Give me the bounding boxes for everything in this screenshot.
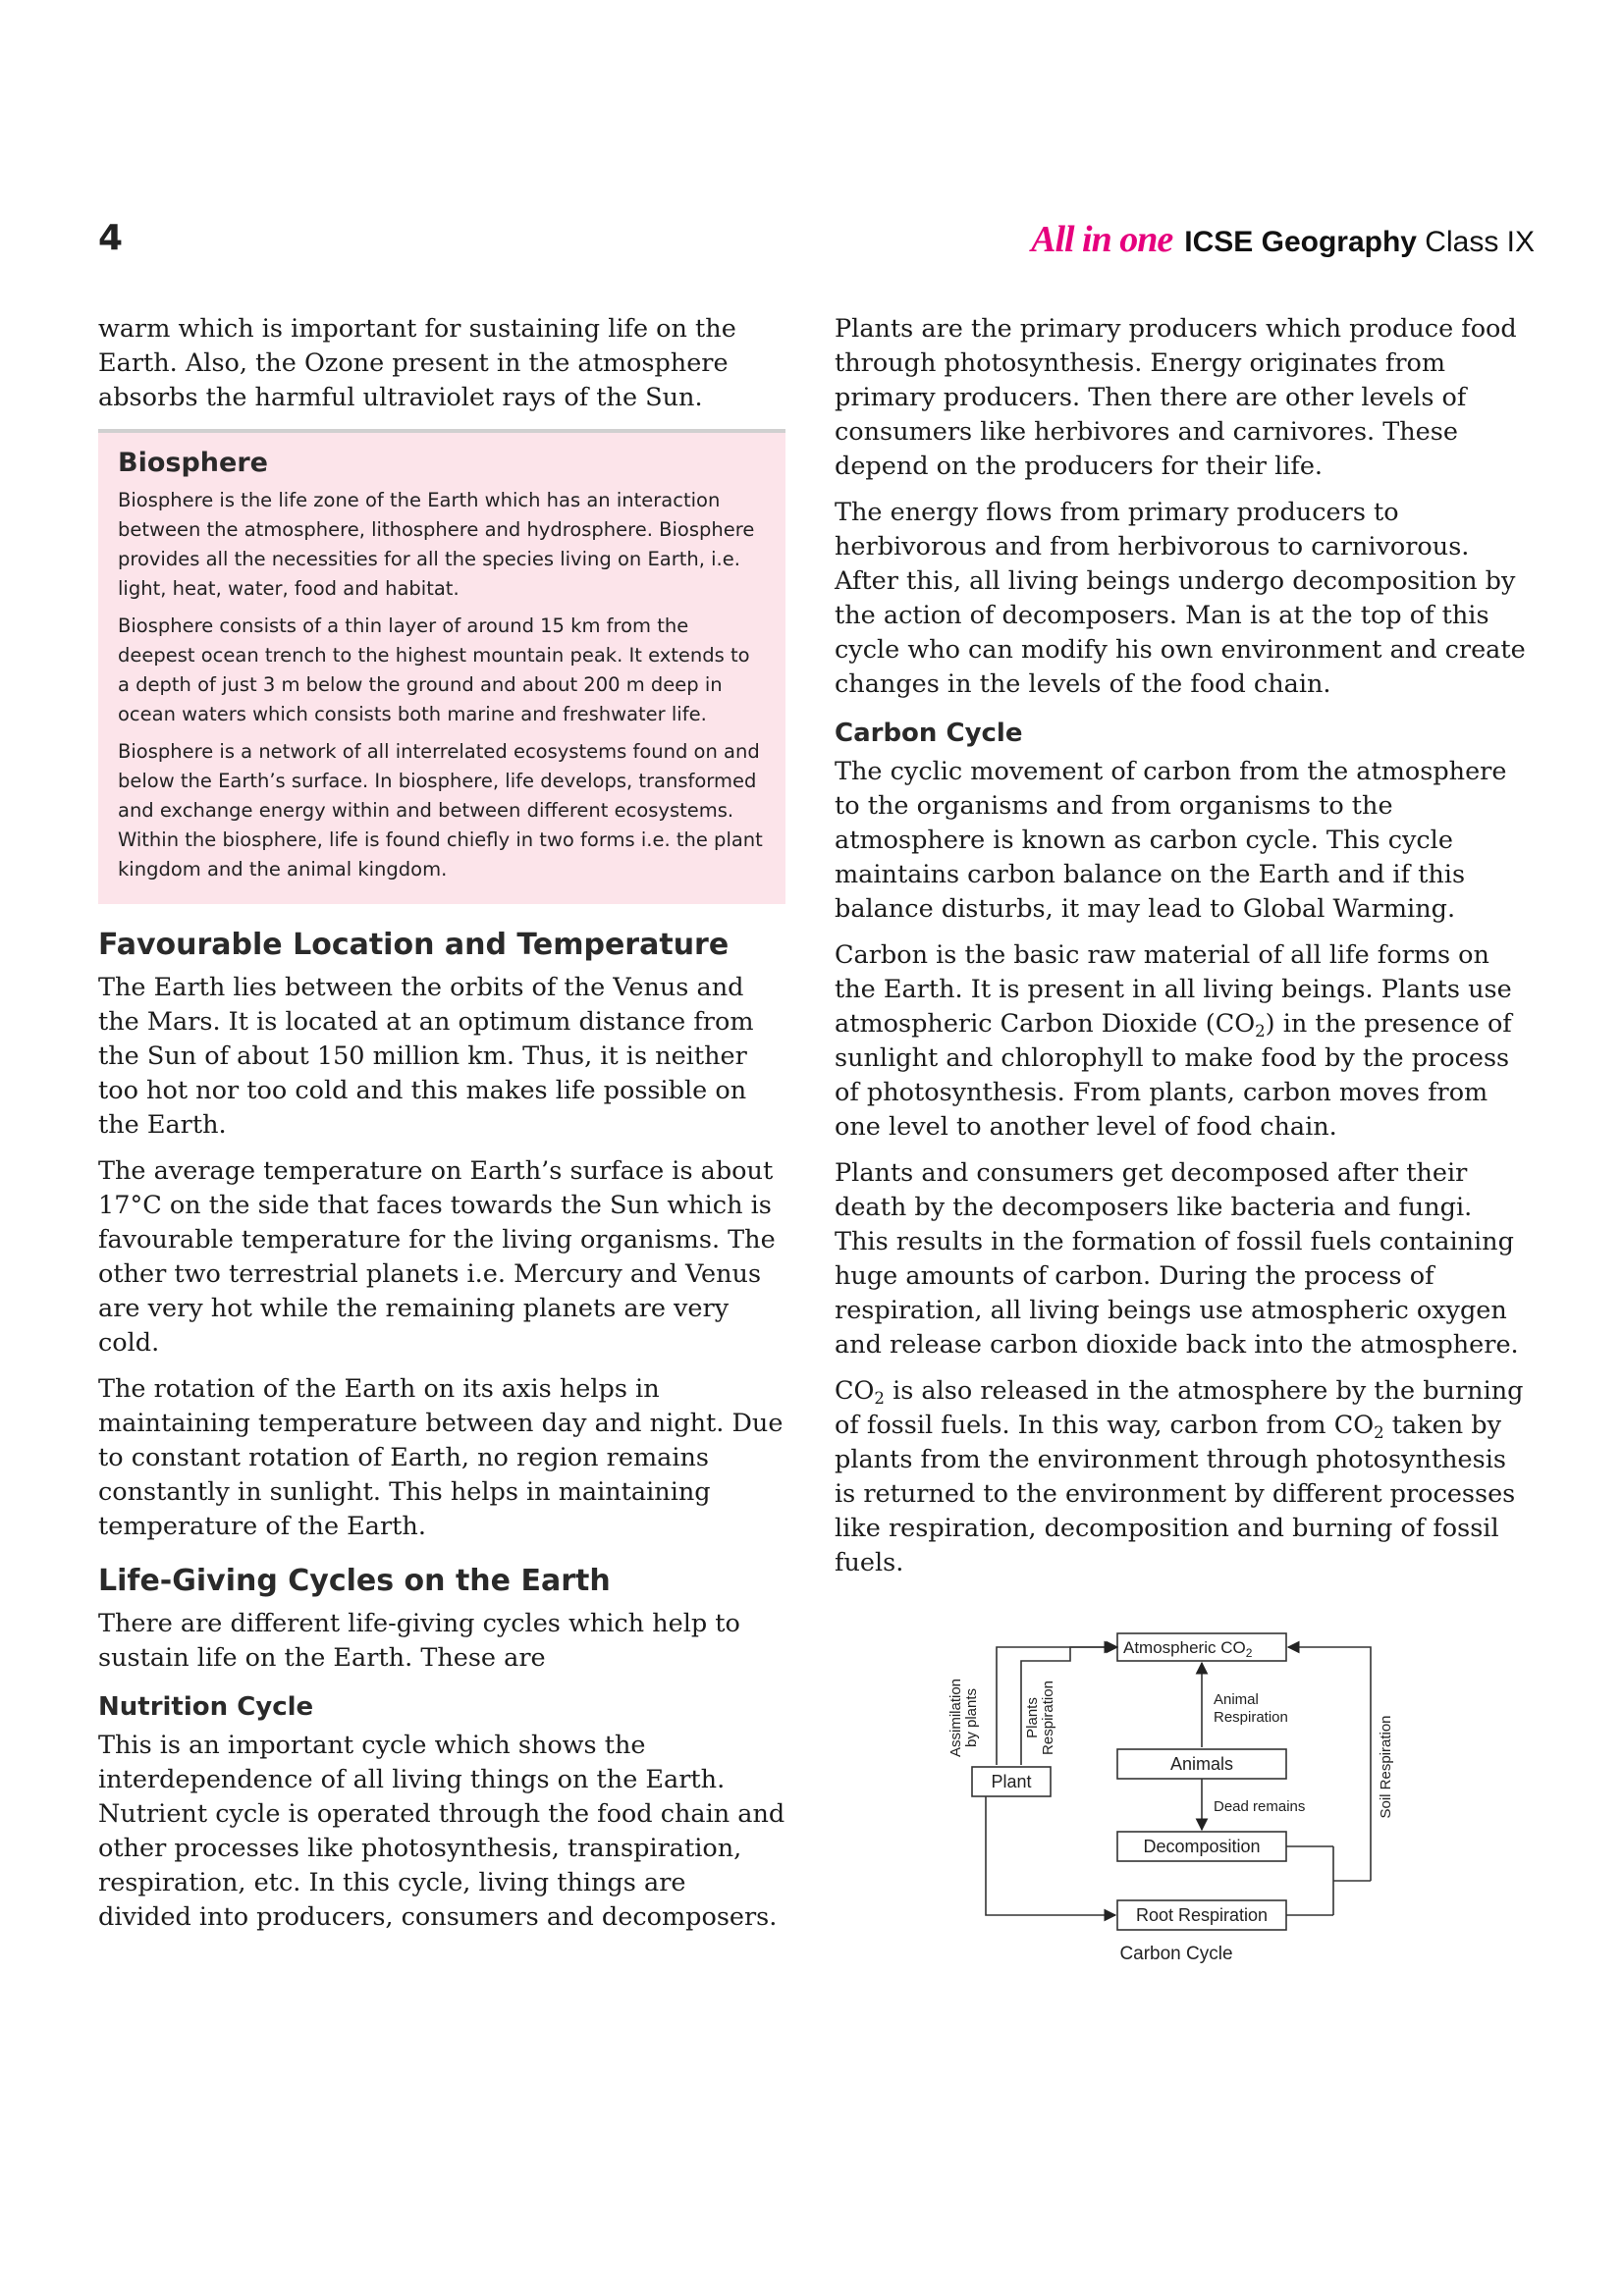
carbon-paragraph-4: $CO_2$ is also released in the atmosphere by the burning of fossil fuels. In this way, carbon from $CO_2$ taken by plants from the environment through photosynthesis is returned to the environment by different processes like respiration, decomposition and burning of fossil fuels.: [835, 1376, 1524, 1577]
root-respiration-label: Root Respiration: [1135, 1905, 1269, 1925]
plants-respiration-label-2: Respiration: [1040, 1681, 1056, 1755]
assimilation-arrow: [997, 1647, 1117, 1765]
brand-logo: All in one: [1031, 219, 1173, 260]
plant-root-arrow: [986, 1796, 1115, 1915]
animals-label: Animals: [1169, 1754, 1234, 1774]
energy-flow-paragraph: The energy flows from primary producers to herbivorous and from herbivorous to carnivorous. After this, all living beings undergo decomposition by the action of decomposers. Man is at the top of this cycle who can modify his own environment and create changes in the levels of the food chain.: [835, 498, 1526, 699]
carbon-heading: Carbon Cycle: [835, 719, 1023, 748]
assimilation-label-1: Assimilation: [947, 1678, 964, 1758]
running-head: [1031, 218, 1535, 261]
nutrition-heading: Nutrition Cycle: [98, 1692, 314, 1722]
favourable-heading: Favourable Location and Temperature: [98, 928, 730, 962]
animal-respiration-label-1: Animal: [1214, 1691, 1259, 1708]
favourable-paragraph-2: The average temperature on Earth’s surface is about 17°C on the side that faces towards the Sun which is favourable temperature for the living organisms. The other two terrestrial planets i.e. Mercury and Venus are very hot while the remaining planets are very cold.: [98, 1156, 776, 1358]
biosphere-paragraph-3: Biosphere is a network of all interrelated ecosystems found on and below the Earth’s surface. In biosphere, life develops, transformed and exchange energy within and between different ecosystems. Within the biosphere, life is found chiefly in two forms i.e. the plant kingdom and the animal kingdom.: [118, 740, 763, 881]
carbon-cycle-diagram: [943, 1629, 1434, 1983]
nutrition-paragraph: This is an important cycle which shows the interdependence of all living things on the Earth. Nutrient cycle is operated through the food chain and other processes like photosynthesis, transpiration, respiration, etc. In this cycle, living things are divided into producers, consumers and decomposers.: [98, 1731, 785, 1932]
carbon-paragraph-3: Plants and consumers get decomposed after their death by the decomposers like bacteria and fungi. This results in the formation of fossil fuels containing huge amounts of carbon. During the process of respiration, all living beings use atmospheric oxygen and release carbon dioxide back into the atmosphere.: [835, 1158, 1519, 1360]
biosphere-title: Biosphere: [118, 448, 268, 478]
biosphere-box: [98, 429, 785, 904]
producers-paragraph: Plants are the primary producers which produce food through photosynthesis. Energy originates from primary producers. Then there are other levels of consumers like herbivores and carnivores. These depend on the producers for their life.: [835, 314, 1517, 481]
diagram-caption: Carbon Cycle: [1119, 1944, 1233, 1964]
plant-label: Plant: [991, 1772, 1032, 1791]
intro-paragraph: warm which is important for sustaining life on the Earth. Also, the Ozone present in the atmosphere absorbs the harmful ultraviolet rays of the Sun.: [98, 314, 736, 412]
soil-respiration-label: Soil Respiration: [1378, 1715, 1394, 1819]
page-number: 4: [98, 218, 124, 258]
dead-remains-label: Dead remains: [1214, 1798, 1306, 1815]
plants-respiration-label-1: Plants: [1024, 1697, 1041, 1738]
cycles-paragraph: There are different life-giving cycles which help to sustain life on the Earth. These are: [98, 1609, 740, 1673]
cycles-heading: Life-Giving Cycles on the Earth: [98, 1564, 611, 1598]
atmospheric-co2-label: Atmospheric $CO_2$: [1123, 1638, 1253, 1660]
biosphere-paragraph-1: Biosphere is the life zone of the Earth which has an interaction between the atmosphere, lithosphere and hydrosphere. Biosphere provides all the necessities for all the species living on Earth, i.e. light, heat, water, food and habitat.: [118, 489, 755, 600]
right-column: [835, 312, 1532, 1592]
left-column: [98, 312, 785, 1947]
animal-respiration-label-2: Respiration: [1214, 1709, 1288, 1726]
assimilation-label-2: by plants: [963, 1687, 980, 1748]
book-class: Class IX: [1416, 226, 1535, 258]
book-title: ICSE Geography: [1184, 226, 1417, 258]
favourable-paragraph-3: The rotation of the Earth on its axis helps in maintaining temperature between day and night. Due to constant rotation of Earth, no region remains constantly in sunlight. This helps in maintaining temperature of the Earth.: [98, 1374, 784, 1541]
carbon-paragraph-1: The cyclic movement of carbon from the atmosphere to the organisms and from organisms to the atmosphere is known as carbon cycle. This cycle maintains carbon balance on the Earth and if this balance disturbs, it may lead to Global Warming.: [835, 757, 1507, 924]
carbon-paragraph-2: Carbon is the basic raw material of all life forms on the Earth. It is present in all living beings. Plants use atmospheric Carbon Dioxide $(CO_2)$ in the presence of sunlight and chlorophyll to make food by the process of photosynthesis. From plants, carbon moves from one level to another level of food chain.: [835, 940, 1512, 1142]
favourable-paragraph-1: The Earth lies between the orbits of the Venus and the Mars. It is located at an optimum distance from the Sun of about 150 million km. Thus, it is neither too hot nor too cold and this makes life possible on the Earth.: [98, 973, 754, 1140]
biosphere-paragraph-2: Biosphere consists of a thin layer of around 15 km from the deepest ocean trench to the highest mountain peak. It extends to a depth of just 3 m below the ground and about 200 m deep in ocean waters which consists both marine and freshwater life.: [118, 614, 750, 725]
decomposition-label: Decomposition: [1143, 1837, 1261, 1856]
